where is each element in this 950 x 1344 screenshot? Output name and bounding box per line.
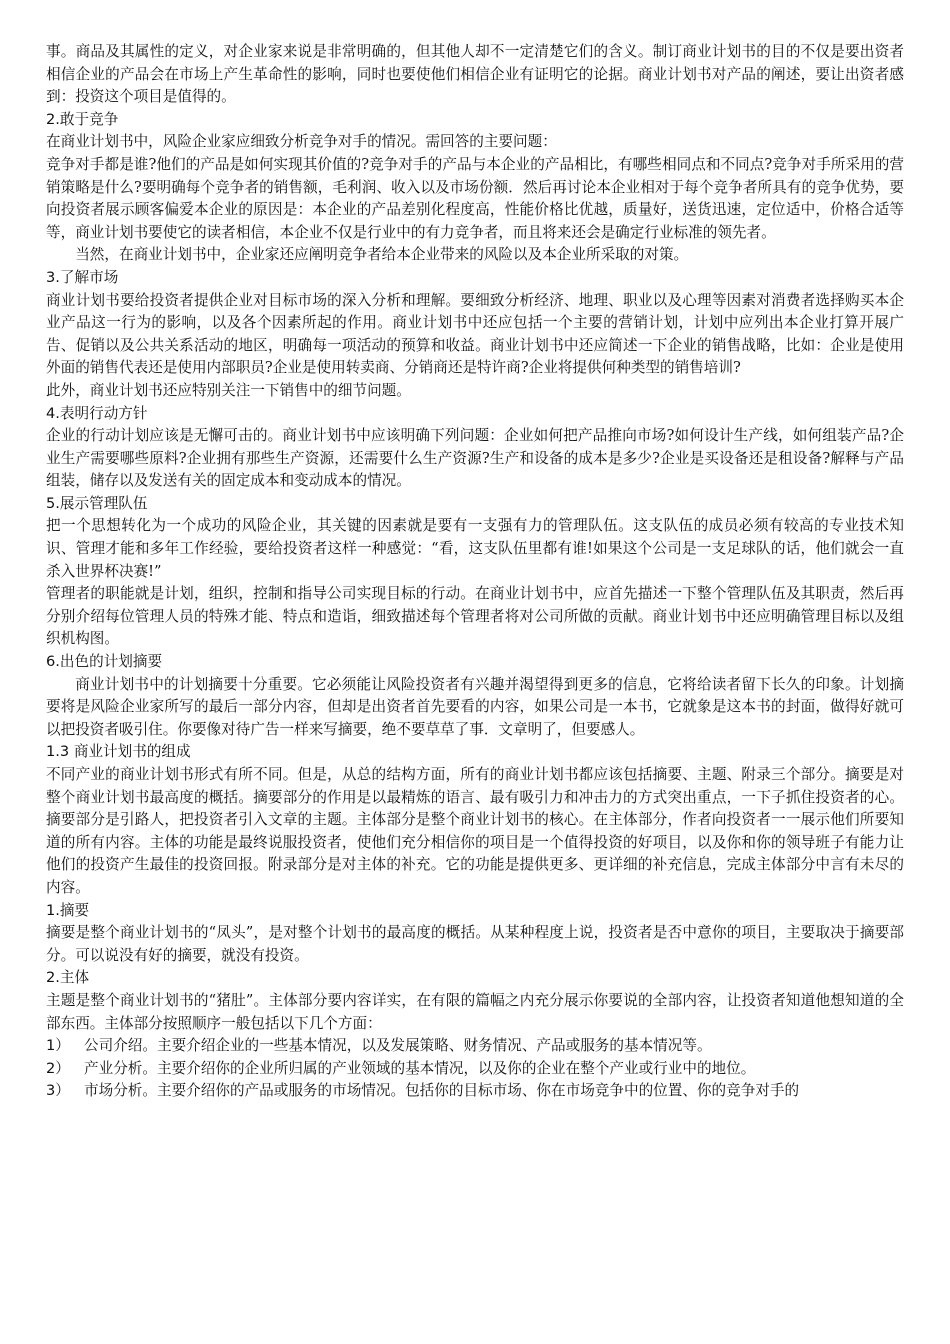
section-heading: 2.敢于竞争 bbox=[46, 110, 119, 128]
list-item bbox=[46, 1058, 904, 1081]
paragraph: 在商业计划书中，风险企业家应细致分析竞争对手的情况。需回答的主要问题： bbox=[46, 133, 557, 151]
paragraph: 此外，商业计划书还应特别关注一下销售中的细节问题。 bbox=[46, 381, 411, 399]
section-heading: 4.表明行动方针 bbox=[46, 404, 148, 422]
list-item-number: 3） bbox=[46, 1082, 70, 1100]
paragraph: 当然，在商业计划书中，企业家还应阐明竞争者给本企业带来的风险以及本企业所采取的对策。 bbox=[75, 246, 689, 264]
list-item-number: 1） bbox=[46, 1037, 70, 1055]
paragraph: 事。商品及其属性的定义，对企业家来说是非常明确的，但其他人却不一定清楚它们的含义。制订商业计划书的目的不仅是要出资者相信企业的产品会在市场上产生革命性的影响，同时也要使他们相信企业有证明它的论据。商业计划书对产品的阐述，要让出资者感到：投资这个项目是值得的。 bbox=[46, 43, 904, 106]
list-item bbox=[46, 1035, 904, 1058]
paragraph: 商业计划书中的计划摘要十分重要。它必须能让风险投资者有兴趣并渴望得到更多的信息，它将给读者留下长久的印象。计划摘要将是风险企业家所写的最后一部分内容，但却是出资者首先要看的内容，如果公司是一本书，它就象是这本书的封面，做得好就可以把投资者吸引住。你要像对待广告一样来写摘要，绝不要草草了事．文章明了，但要感人。 bbox=[46, 675, 904, 738]
section-heading: 5.展示管理队伍 bbox=[46, 494, 148, 512]
list-item-text: 公司介绍。主要介绍企业的一些基本情况，以及发展策略、财务情况、产品或服务的基本情况等。 bbox=[84, 1037, 712, 1055]
paragraph: 主题是整个商业计划书的“猪肚”。主体部分要内容详实，在有限的篇幅之内充分展示你要说的全部内容，让投资者知道他想知道的全部东西。主体部分按照顺序一般包括以下几个方面： bbox=[46, 991, 904, 1032]
section-heading: 6.出色的计划摘要 bbox=[46, 653, 163, 671]
list-item bbox=[46, 1080, 904, 1103]
paragraph: 不同产业的商业计划书形式有所不同。但是，从总的结构方面，所有的商业计划书都应该包括摘要、主题、附录三个部分。摘要是对整个商业计划书最高度的概括。摘要部分的作用是以最精炼的语言、最有吸引力和冲击力的方式突出重点，一下子抓住投资者的心。摘要部分是引路人，把投资者引入文章的主题。主体部分是整个商业计划书的核心。在主体部分，作者向投资者一一展示他们所要知道的所有内容。主体的功能是最终说服投资者，使他们充分相信你的项目是一个值得投资的好项目，以及你和你的领导班子有能力让他们的投资产生最佳的投资回报。附录部分是对主体的补充。它的功能是提供更多、更详细的补充信息，完成主体部分中言有未尽的内容。 bbox=[46, 766, 904, 896]
section-heading: 1.3 商业计划书的组成 bbox=[46, 743, 191, 761]
paragraph: 把一个思想转化为一个成功的风险企业，其关键的因素就是要有一支强有力的管理队伍。这支队伍的成员必须有较高的专业技术知识、管理才能和多年工作经验，要给投资者这样一种感觉：“看，这支队伍里都有谁!如果这个公司是一支足球队的话，他们就会一直杀入世界杯决赛!” bbox=[46, 517, 904, 580]
list-item-number: 2） bbox=[46, 1059, 70, 1077]
list-item-text: 产业分析。主要介绍你的企业所归属的产业领域的基本情况，以及你的企业在整个产业或行业中的地位。 bbox=[84, 1059, 756, 1077]
paragraph: 商业计划书要给投资者提供企业对目标市场的深入分析和理解。要细致分析经济、地理、职业以及心理等因素对消费者选择购买本企业产品这一行为的影响，以及各个因素所起的作用。商业计划书中还应包括一个主要的营销计划，计划中应列出本企业打算开展广告、促销以及公共关系活动的地区，明确每一项活动的预算和收益。商业计划书中还应简述一下企业的销售战略，比如：企业是使用外面的销售代表还是使用内部职员?企业是使用转卖商、分销商还是特许商?企业将提供何种类型的销售培训? bbox=[46, 291, 904, 377]
document-body bbox=[46, 41, 904, 1103]
paragraph: 管理者的职能就是计划，组织，控制和指导公司实现目标的行动。在商业计划书中，应首先描述一下整个管理队伍及其职责，然后再分别介绍每位管理人员的特殊才能、特点和造诣，细致描述每个管理者将对公司所做的贡献。商业计划书中还应明确管理目标以及组织机构图。 bbox=[46, 585, 904, 648]
paragraph: 企业的行动计划应该是无懈可击的。商业计划书中应该明确下列问题：企业如何把产品推向市场?如何设计生产线，如何组装产品?企业生产需要哪些原料?企业拥有那些生产资源，还需要什么生产资源?生产和设备的成本是多少?企业是买设备还是租设备?解释与产品组装，储存以及发送有关的固定成本和变动成本的情况。 bbox=[46, 427, 904, 490]
section-heading: 3.了解市场 bbox=[46, 268, 119, 286]
list-item-text: 市场分析。主要介绍你的产品或服务的市场情况。包括你的目标市场、你在市场竞争中的位置、你的竞争对手的 bbox=[84, 1082, 800, 1100]
paragraph: 竞争对手都是谁?他们的产品是如何实现其价值的?竞争对手的产品与本企业的产品相比，有哪些相同点和不同点?竞争对手所采用的营销策略是什么?要明确每个竞争者的销售额，毛利润、收入以及市场份额．然后再讨论本企业相对于每个竞争者所具有的竞争优势，要向投资者展示顾客偏爱本企业的原因是：本企业的产品差别化程度高，性能价格比优越，质量好，送货迅速，定位适中，价格合适等等，商业计划书要使它的读者相信，本企业不仅是行业中的有力竞争者，而且将来还会是确定行业标准的领先者。 bbox=[46, 155, 904, 241]
section-heading: 2.主体 bbox=[46, 969, 90, 987]
paragraph: 摘要是整个商业计划书的“凤头”，是对整个计划书的最高度的概括。从某种程度上说，投资者是否中意你的项目，主要取决于摘要部分。可以说没有好的摘要，就没有投资。 bbox=[46, 924, 904, 964]
section-heading: 1.摘要 bbox=[46, 901, 90, 919]
